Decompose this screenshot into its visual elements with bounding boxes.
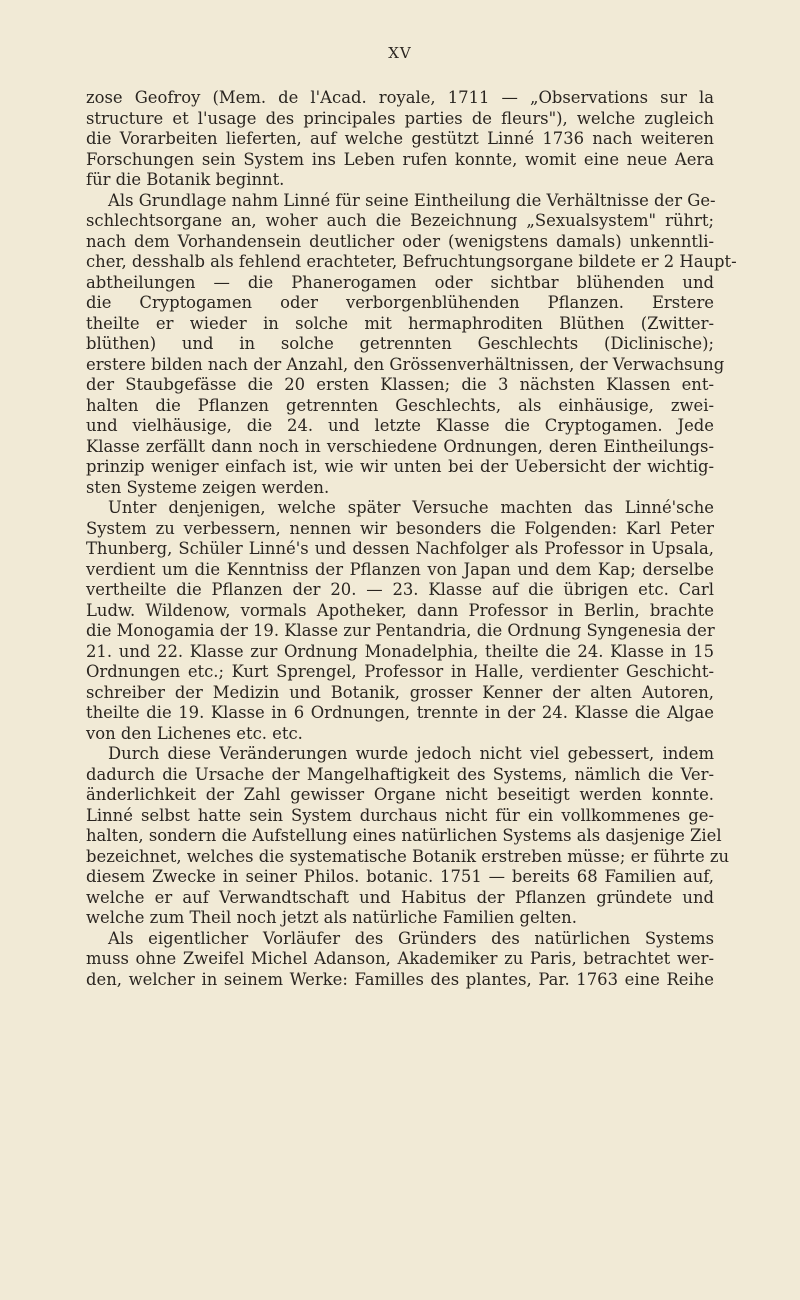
text-line: Durch diese Veränderungen wurde jedoch nicht viel gebessert, indem (108, 744, 714, 763)
text-line: Ordnungen etc.; Kurt Sprengel, Professor in Halle, verdienter Geschicht- (86, 662, 714, 681)
text-line: zose Geofroy (Mem. de l'Acad. royale, 1711 — „Observations sur la (86, 88, 714, 107)
text-line: Als Grundlage nahm Linné für seine Eintheilung die Verhältnisse der Ge- (108, 190, 716, 210)
text-line: die Vorarbeiten lieferten, auf welche gestützt Linné 1736 nach weiteren (86, 129, 714, 148)
text-line: blüthen) und in solche getrennten Geschlechts (Diclinische); (86, 334, 714, 353)
text-line: halten, sondern die Aufstellung eines natürlichen Systems als dasjenige Ziel (86, 826, 722, 845)
text-line: Forschungen sein System ins Leben rufen konnte, womit eine neue Aera (86, 149, 714, 169)
text-line: System zu verbessern, nennen wir besonders die Folgenden: Karl Peter (86, 518, 714, 538)
text-line: die Cryptogamen oder verborgenblühenden Pflanzen. Erstere (86, 293, 714, 312)
text-line: der Staubgefässe die 20 ersten Klassen; die 3 nächsten Klassen ent- (86, 375, 714, 394)
text-line: schlechtsorgane an, woher auch die Bezeichnung „Sexualsystem" rührt; (86, 211, 714, 230)
text-line: Klasse zerfällt dann noch in verschiedene Ordnungen, deren Eintheilungs- (86, 436, 714, 456)
text-line: dadurch die Ursache der Mangelhaftigkeit des Systems, nämlich die Ver- (86, 764, 714, 784)
text-line: bezeichnet, welches die systematische Botanik erstreben müsse; er führte zu (86, 846, 730, 866)
text-line: nach dem Vorhandensein deutlicher oder (wenigstens damals) unkenntli- (86, 231, 714, 251)
text-line: abtheilungen — die Phanerogamen oder sichtbar blühenden und (86, 272, 714, 292)
text-line: welche zum Theil noch jetzt als natürliche Familien gelten. (86, 908, 577, 927)
text-line: erstere bilden nach der Anzahl, den Grössenverhältnissen, der Verwachsung (86, 354, 725, 374)
text-line: muss ohne Zweifel Michel Adanson, Akademiker zu Paris, betrachtet wer- (86, 949, 714, 968)
body-text (86, 88, 737, 990)
text-line: welche er auf Verwandtschaft und Habitus der Pflanzen gründete und (86, 887, 714, 907)
text-line: vertheilte die Pflanzen der 20. — 23. Klasse auf die übrigen etc. Carl (86, 580, 714, 599)
text-line: prinzip weniger einfach ist, wie wir unten bei der Uebersicht der wichtig- (86, 457, 714, 476)
text-line: cher, desshalb als fehlend erachteter, Befruchtungsorgane bildete er 2 Haupt- (86, 252, 737, 271)
text-line: Ludw. Wildenow, vormals Apotheker, dann Professor in Berlin, brachte (86, 600, 714, 620)
text-line: Unter denjenigen, welche später Versuche machten das Linné'sche (108, 498, 714, 517)
text-line: 21. und 22. Klasse zur Ordnung Monadelphia, theilte die 24. Klasse in 15 (86, 641, 714, 661)
text-line: Als eigentlicher Vorläufer des Gründers des natürlichen Systems (108, 928, 714, 948)
text-line: schreiber der Medizin und Botanik, grosser Kenner der alten Autoren, (86, 682, 714, 702)
text-line: Linné selbst hatte sein System durchaus nicht für ein vollkommenes ge- (86, 805, 714, 825)
text-line: theilte er wieder in solche mit hermaphroditen Blüthen (Zwitter- (86, 313, 714, 333)
text-line: die Monogamia der 19. Klasse zur Pentandria, die Ordnung Syngenesia der (86, 621, 715, 640)
text-line: Thunberg, Schüler Linné's und dessen Nachfolger als Professor in Upsala, (86, 539, 714, 558)
text-line: und vielhäusige, die 24. und letzte Klasse die Cryptogamen. Jede (86, 416, 714, 435)
text-line: von den Lichenes etc. etc. (86, 723, 303, 743)
text-line: halten die Pflanzen getrennten Geschlechts, als einhäusige, zwei- (86, 395, 714, 415)
text-line: verdient um die Kenntniss der Pflanzen von Japan und dem Kap; derselbe (86, 559, 714, 579)
text-line: sten Systeme zeigen werden. (86, 477, 330, 497)
text-line: theilte die 19. Klasse in 6 Ordnungen, trennte in der 24. Klasse die Algae (86, 703, 714, 722)
text-line: structure et l'usage des principales parties de fleurs"), welche zugleich (86, 108, 714, 128)
page-number: XV (388, 44, 412, 62)
text-line: änderlichkeit der Zahl gewisser Organe nicht beseitigt werden konnte. (86, 785, 714, 804)
text-line: den, welcher in seinem Werke: Familles des plantes, Par. 1763 eine Reihe (86, 969, 714, 989)
text-line: diesem Zwecke in seiner Philos. botanic. 1751 — bereits 68 Familien auf, (86, 867, 714, 886)
text-line: für die Botanik beginnt. (86, 170, 285, 189)
